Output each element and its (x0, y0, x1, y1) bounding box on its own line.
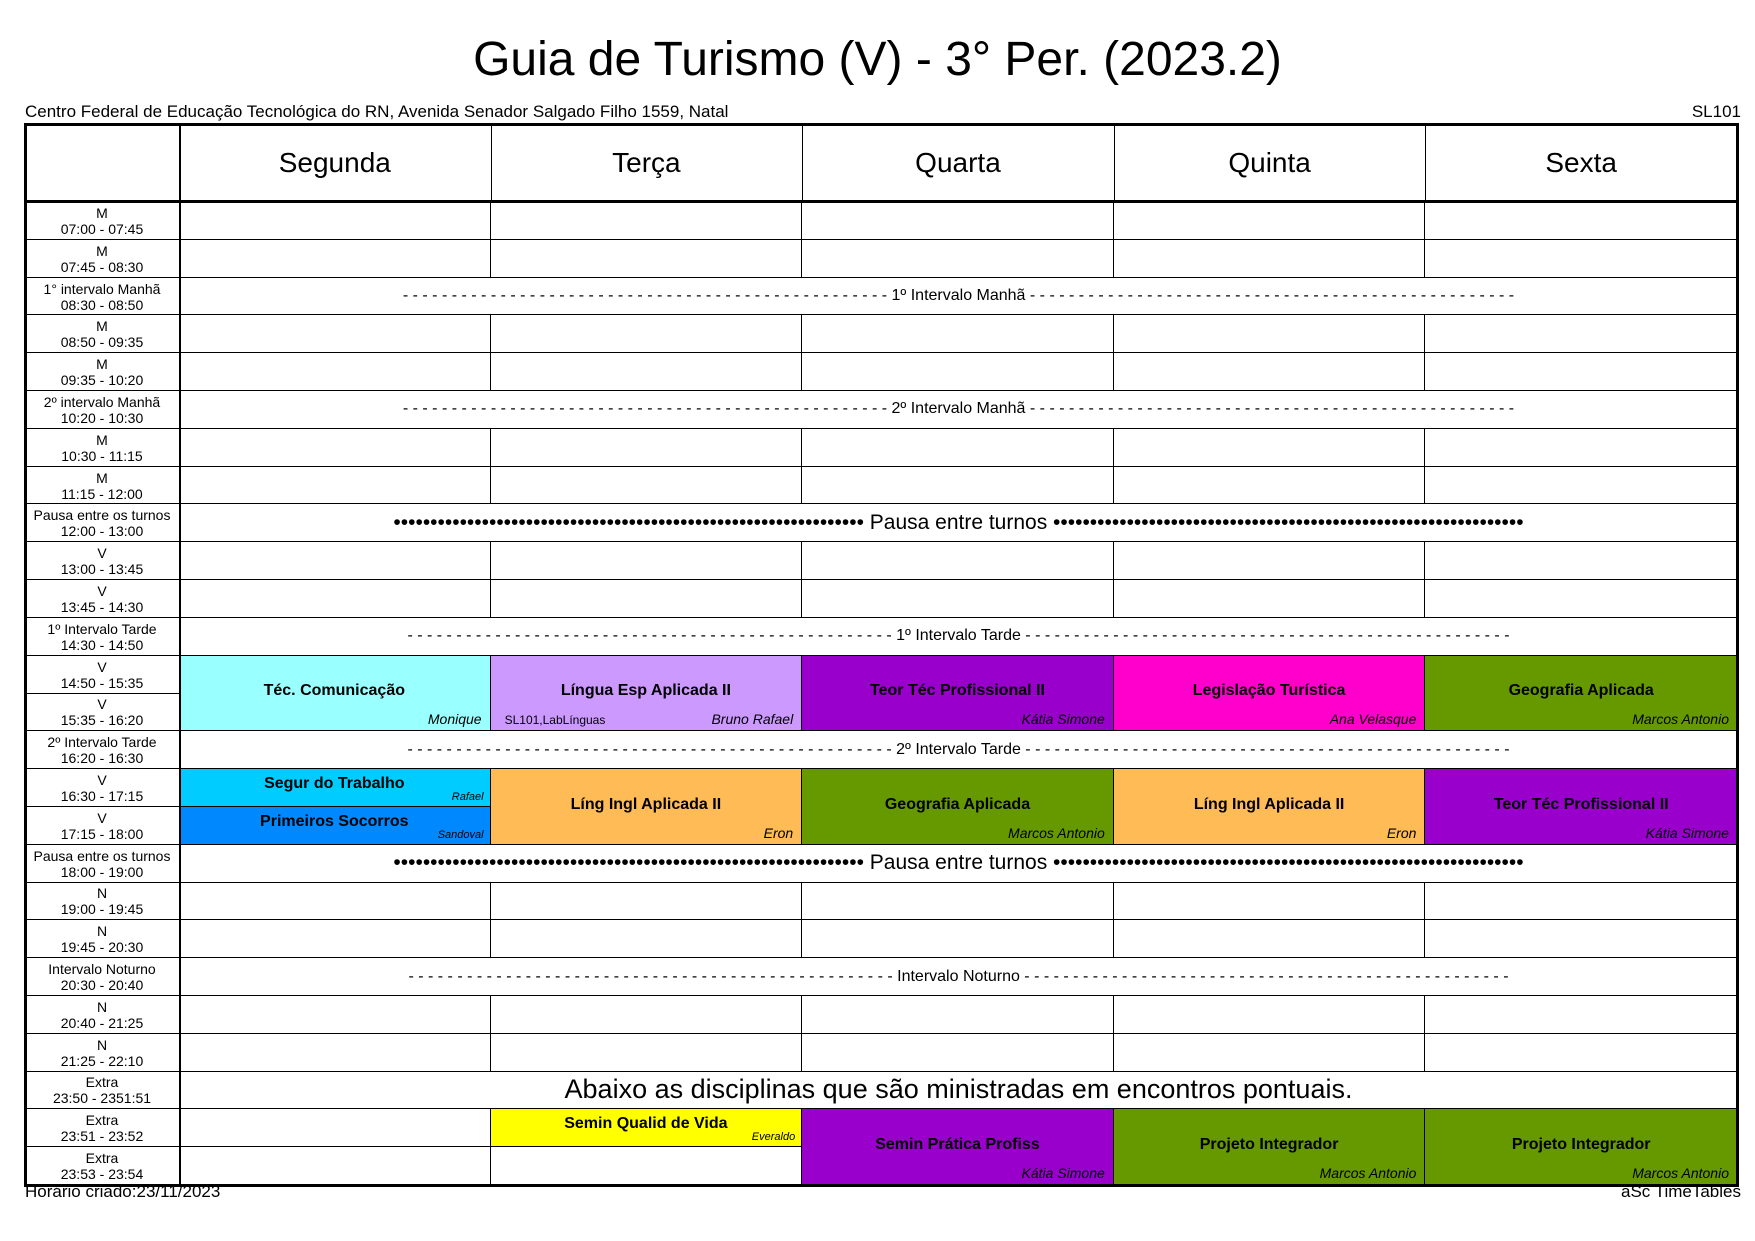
slot-period: M (96, 242, 108, 259)
lesson-subject: Téc. Comunicação (263, 682, 405, 700)
slot-time: 08:30 - 08:50 (60, 296, 144, 313)
lesson-teacher: Everaldo (751, 1131, 796, 1144)
slot-time: 15:35 - 16:20 (60, 712, 144, 729)
slot-time: 23:53 - 23:54 (60, 1166, 144, 1183)
lesson-subject: Projeto Integrador (1511, 1136, 1651, 1154)
slot-period: V (97, 545, 107, 562)
slot-period: N (96, 998, 108, 1015)
lesson-subject: Líng Ingl Aplicada II (570, 795, 722, 813)
slot-period: M (96, 431, 108, 448)
slot-period: Pausa entre os turnos (33, 847, 171, 864)
slot-time: 07:45 - 08:30 (60, 258, 144, 275)
lesson-teacher: Kátia Simone (1021, 711, 1105, 728)
interval-label: - - - - - - - - - - - - - - - - - - - - - - - - - - - - - - - - - - - - - - - - - - - - - - - - - - 2º Intervalo Manhã - - - - - - - - - - - - - - - - - - - - - - - - - - - - - - - - - - - - - - - - - - - - - - - - - - (402, 400, 1515, 418)
lesson-subject: Teor Téc Profissional II (870, 682, 1045, 700)
interval-label: - - - - - - - - - - - - - - - - - - - - - - - - - - - - - - - - - - - - - - - - - - - - - - - - - - 2º Intervalo Tarde - - - - - - - - - - - - - - - - - - - - - - - - - - - - - - - - - - - - - - - - - - - - - - - - - - (407, 740, 1510, 758)
day-column-divider (491, 124, 492, 202)
lesson-subject: Segur do Trabalho (264, 775, 405, 792)
page-title: Guia de Turismo (V) - 3° Per. (2023.2) (473, 33, 1282, 86)
day-header: Quarta (915, 147, 1001, 178)
slot-time: 13:45 - 14:30 (60, 598, 144, 615)
slot-period: V (97, 809, 107, 826)
lesson-subject: Geografia Aplicada (884, 795, 1031, 813)
lesson-teacher: Rafael (451, 790, 484, 803)
slot-time: 20:40 - 21:25 (60, 1014, 144, 1031)
interval-label: •••••••••••••••••••••••••••••••••••••••••••••••••••••••••••••••• Pausa entre turnos •••••••••••••••••••••••••••••••••••••••••••••••••••••••••••••••• (393, 510, 1524, 534)
slot-period: V (97, 658, 107, 675)
slot-time: 17:15 - 18:00 (60, 825, 144, 842)
slot-time: 23:51 - 23:52 (60, 1128, 144, 1145)
slot-time: 14:30 - 14:50 (60, 636, 144, 653)
interval-label: •••••••••••••••••••••••••••••••••••••••••••••••••••••••••••••••• Pausa entre turnos •••••••••••••••••••••••••••••••••••••••••••••••••••••••••••••••• (393, 851, 1524, 875)
lesson-subject: Teor Téc Profissional II (1493, 795, 1669, 813)
interval-label: Abaixo as disciplinas que são ministradas em encontros pontuais. (564, 1074, 1353, 1105)
slot-period: Extra (85, 1112, 119, 1129)
slot-time: 12:00 - 13:00 (60, 523, 144, 540)
interval-label: - - - - - - - - - - - - - - - - - - - - - - - - - - - - - - - - - - - - - - - - - - - - - - - - - - Intervalo Noturno - - - - - - - - - - - - - - - - - - - - - - - - - - - - - - - - - - - - - - - - - - - - - - - - - - (408, 967, 1509, 985)
header-divider (25, 200, 1737, 203)
slot-period: 2º intervalo Manhã (43, 393, 161, 410)
day-header: Sexta (1545, 147, 1617, 178)
lesson-teacher: Sandoval (437, 828, 484, 841)
slot-period: Pausa entre os turnos (33, 507, 171, 524)
slot-time: 10:20 - 10:30 (60, 409, 144, 426)
lesson-subject: Semin Qualid de Vida (564, 1115, 728, 1133)
lesson-subject: Geografia Aplicada (1508, 682, 1654, 700)
table-frame (24, 123, 1739, 1187)
room-code: SL101 (1691, 102, 1741, 121)
slot-time: 09:35 - 10:20 (60, 372, 144, 389)
lesson-teacher: Ana Velasque (1329, 711, 1417, 728)
slot-time: 14:50 - 15:35 (60, 674, 144, 691)
lesson-subject: Semin Prática Profiss (875, 1136, 1040, 1154)
slot-period: M (96, 204, 108, 221)
slot-period: Extra (85, 1150, 119, 1167)
lesson-teacher: Marcos Antonio (1632, 1164, 1729, 1181)
lesson-room: SL101,LabLínguas (504, 713, 606, 728)
slot-period: Extra (85, 1074, 119, 1091)
lesson-teacher: Eron (763, 824, 794, 841)
slot-period: N (96, 1036, 108, 1053)
day-column-divider (1425, 124, 1426, 202)
slot-period: 1° intervalo Manhã (43, 280, 161, 297)
day-header: Segunda (278, 147, 391, 178)
software-credit: aSc TimeTables (1621, 1182, 1741, 1201)
slot-time: 16:20 - 16:30 (60, 750, 144, 767)
lesson-subject: Primeiros Socorros (260, 812, 409, 830)
slot-time: 23:50 - 2351:51 (52, 1090, 152, 1107)
day-header: Quinta (1228, 147, 1311, 178)
slot-time: 16:30 - 17:15 (60, 788, 144, 804)
slot-time: 07:00 - 07:45 (60, 220, 144, 237)
slot-time: 10:30 - 11:15 (61, 447, 143, 464)
lesson-subject: Língua Esp Aplicada II (560, 682, 731, 700)
slot-time: 21:25 - 22:10 (60, 1052, 144, 1069)
lesson-subject: Legislação Turística (1192, 682, 1346, 700)
slot-time: 19:45 - 20:30 (60, 939, 144, 956)
lesson-teacher: Kátia Simone (1021, 1164, 1105, 1181)
lesson-subject: Líng Ingl Aplicada II (1193, 795, 1345, 813)
slot-period: M (96, 318, 108, 335)
slot-period: 2º Intervalo Tarde (47, 734, 157, 751)
lesson-teacher: Kátia Simone (1645, 824, 1729, 841)
slot-time: 11:15 - 12:00 (61, 485, 143, 502)
slot-period: 1º Intervalo Tarde (47, 620, 157, 637)
day-column-divider (1114, 124, 1115, 202)
slot-period: V (97, 696, 107, 713)
slot-time: 20:30 - 20:40 (60, 977, 144, 994)
lesson-teacher: Eron (1386, 824, 1417, 841)
lesson-teacher: Bruno Rafael (711, 711, 794, 728)
lesson-teacher: Marcos Antonio (1008, 824, 1105, 841)
interval-label: - - - - - - - - - - - - - - - - - - - - - - - - - - - - - - - - - - - - - - - - - - - - - - - - - - 1º Intervalo Tarde - - - - - - - - - - - - - - - - - - - - - - - - - - - - - - - - - - - - - - - - - - - - - - - - - - (407, 627, 1510, 645)
slot-time: 08:50 - 09:35 (60, 334, 144, 351)
lesson-teacher: Marcos Antonio (1632, 711, 1729, 728)
slot-period: N (96, 885, 108, 902)
slot-time: 19:00 - 19:45 (60, 901, 144, 918)
day-column-divider (802, 124, 803, 202)
slot-period: M (96, 356, 108, 373)
slot-period: V (97, 772, 107, 788)
slot-period: V (97, 582, 107, 599)
slot-period: Intervalo Noturno (48, 961, 156, 978)
lesson-teacher: Monique (427, 711, 482, 728)
interval-label: - - - - - - - - - - - - - - - - - - - - - - - - - - - - - - - - - - - - - - - - - - - - - - - - - - 1º Intervalo Manhã - - - - - - - - - - - - - - - - - - - - - - - - - - - - - - - - - - - - - - - - - - - - - - - - - - (402, 287, 1515, 304)
slot-time: 13:00 - 13:45 (60, 561, 144, 578)
time-column-divider (179, 124, 181, 1185)
lesson-teacher: Marcos Antonio (1319, 1164, 1417, 1181)
day-header: Terça (612, 147, 681, 178)
lesson-subject: Projeto Integrador (1199, 1136, 1339, 1154)
created-date: Horário criado:23/11/2023 (25, 1182, 221, 1201)
slot-period: N (96, 923, 108, 940)
institution-address: Centro Federal de Educação Tecnológica do RN, Avenida Senador Salgado Filho 1559, Natal (25, 102, 729, 121)
slot-period: M (96, 469, 108, 486)
slot-time: 18:00 - 19:00 (60, 863, 144, 880)
